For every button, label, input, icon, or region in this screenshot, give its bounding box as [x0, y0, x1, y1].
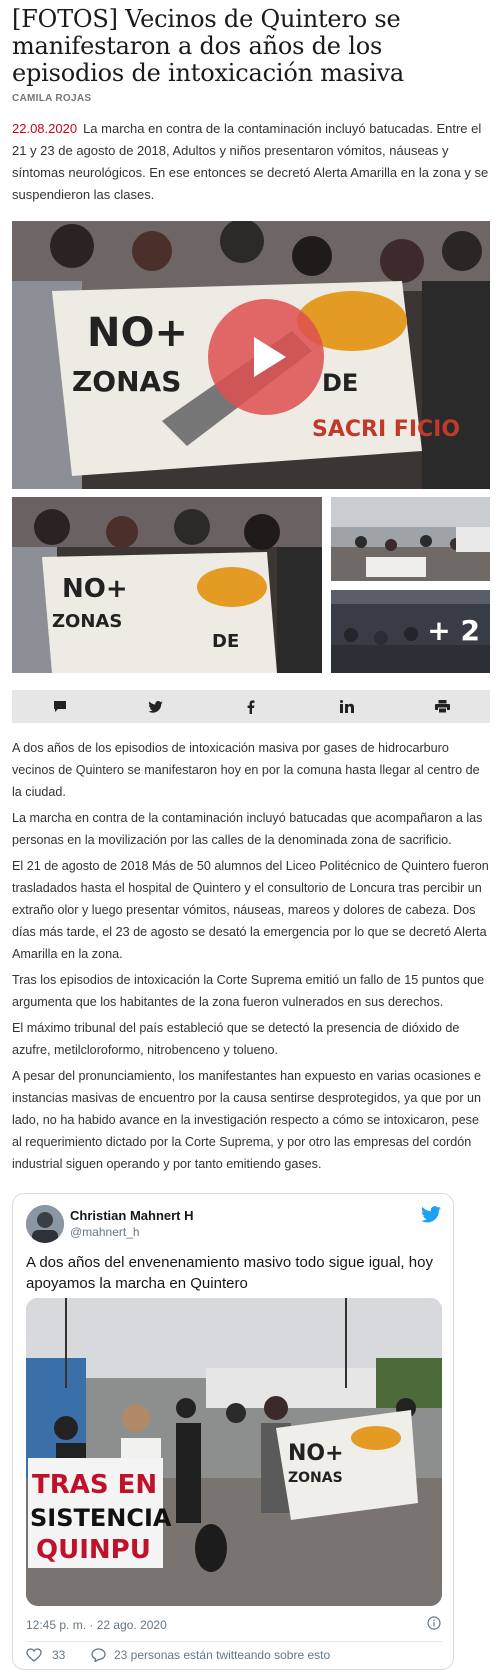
- protest-photo: [12, 497, 322, 673]
- print-icon[interactable]: [422, 690, 462, 723]
- banner-text: ZONAS: [72, 365, 182, 398]
- banner-text: SACRI FICIO: [312, 417, 461, 442]
- info-icon[interactable]: [427, 1616, 441, 1635]
- tweet-timestamp[interactable]: 12:45 p. m. · 22 ago. 2020: [26, 1618, 167, 1632]
- body-paragraph: La marcha en contra de la contaminación incluyó batucadas que acompañaron a las personas en la movilización por las calles de la denominada zona de sacrificio.: [12, 811, 483, 847]
- article-author[interactable]: CAMILA ROJAS: [12, 93, 92, 104]
- twitter-bird-icon[interactable]: [421, 1206, 441, 1228]
- body-paragraph: A dos años de los episodios de intoxicación masiva por gases de hidrocarburo vecinos de Quintero se manifestaron hoy en por la comuna hasta llegar al centro de la ciudad.: [12, 741, 480, 799]
- more-photos-count[interactable]: + 2: [427, 614, 480, 647]
- protest-sign-text: SISTENCIA: [30, 1504, 172, 1532]
- body-paragraph: Tras los episodios de intoxicación la Corte Suprema emitió un fallo de 15 puntos que argumenta que los habitantes de la zona fueron vulnerados en sus derechos.: [12, 973, 485, 1009]
- banner-text: NO+: [288, 1441, 344, 1466]
- article-date: 22.08.2020: [12, 121, 78, 136]
- play-icon: [208, 299, 324, 415]
- hero-video[interactable]: [12, 221, 490, 489]
- protest-sign-text: QUINPU: [36, 1535, 151, 1565]
- street-march-photo: [331, 497, 490, 581]
- twitter-icon[interactable]: [135, 690, 175, 723]
- conversation-link[interactable]: [91, 1648, 330, 1662]
- tweet-photo[interactable]: [26, 1298, 442, 1606]
- tweet-text: A dos años del envenenamiento masivo todo sigue igual, hoy apoyamos la marcha en Quintero: [26, 1254, 433, 1292]
- avatar[interactable]: [26, 1205, 64, 1243]
- body-paragraph: El máximo tribunal del país estableció que se detectó la presencia de dióxido de azufre, metilcloroformo, nitrobenceno y tolueno.: [12, 1021, 460, 1057]
- like-count: 33: [52, 1648, 66, 1662]
- banner-text: ZONAS: [288, 1470, 343, 1486]
- body-paragraph: A pesar del pronunciamiento, los manifestantes han expuesto en varias ocasiones e instancias masivas de encuentro por la causa sentirse desprotegidos, ya que por un lado, no ha habido avance en la investigación respecto a cómo se intoxicaron, pese al requerimiento dictado por la Corte Suprema, y por otro las empresas del cordón industrial siguen operando y por tanto emitiendo gases.: [12, 1069, 482, 1171]
- body-paragraph: El 21 de agosto de 2018 Más de 50 alumnos del Liceo Politécnico de Quintero fueron trasladados hasta el hospital de Quintero y el consultorio de Loncura tras percibir un extraño olor y luego presentar vómitos, náuseas, mareos y dolores de cabeza. Dos días más tarde, el 23 de agosto se desató la emergencia por lo que se decretó Alerta Amarilla en la zona.: [12, 859, 489, 961]
- gallery-photo-1[interactable]: [12, 497, 322, 673]
- banner-text: DE: [322, 369, 359, 397]
- play-button[interactable]: [208, 299, 324, 415]
- article-title: [FOTOS] Vecinos de Quintero se manifestaron a dos años de los episodios de intoxicación masiva: [12, 5, 405, 87]
- comment-icon[interactable]: [40, 690, 80, 723]
- gallery-photo-2[interactable]: [331, 497, 490, 581]
- protest-sign-text: TRAS EN: [32, 1470, 158, 1500]
- banner-text: ZONAS: [52, 611, 123, 632]
- tweet-author-name[interactable]: Christian Mahnert H: [70, 1208, 194, 1223]
- heart-icon: [26, 1648, 42, 1662]
- embedded-tweet[interactable]: [12, 1193, 454, 1670]
- facebook-icon[interactable]: [231, 690, 271, 723]
- street-protest-photo: [26, 1298, 442, 1606]
- reply-bubble-icon: [91, 1648, 106, 1662]
- gallery-photo-3[interactable]: [331, 590, 490, 673]
- tweet-author-handle[interactable]: @mahnert_h: [70, 1225, 140, 1239]
- linkedin-icon[interactable]: [327, 690, 367, 723]
- article-lead: [12, 118, 490, 206]
- banner-text: DE: [212, 631, 240, 652]
- divider: [26, 1641, 442, 1642]
- conversation-text: 23 personas están twitteando sobre esto: [114, 1648, 331, 1662]
- banner-text: NO+: [62, 574, 128, 604]
- like-button[interactable]: [26, 1648, 65, 1662]
- lead-text: La marcha en contra de la contaminación incluyó batucadas. Entre el 21 y 23 de agosto de 2018, Adultos y niños presentaron vómitos, náuseas y síntomas neurológicos. En ese entonces se decretó Alerta Amarilla en la zona y se suspendieron las clases.: [12, 121, 489, 202]
- share-bar: [12, 690, 490, 723]
- banner-text: NO+: [87, 310, 188, 356]
